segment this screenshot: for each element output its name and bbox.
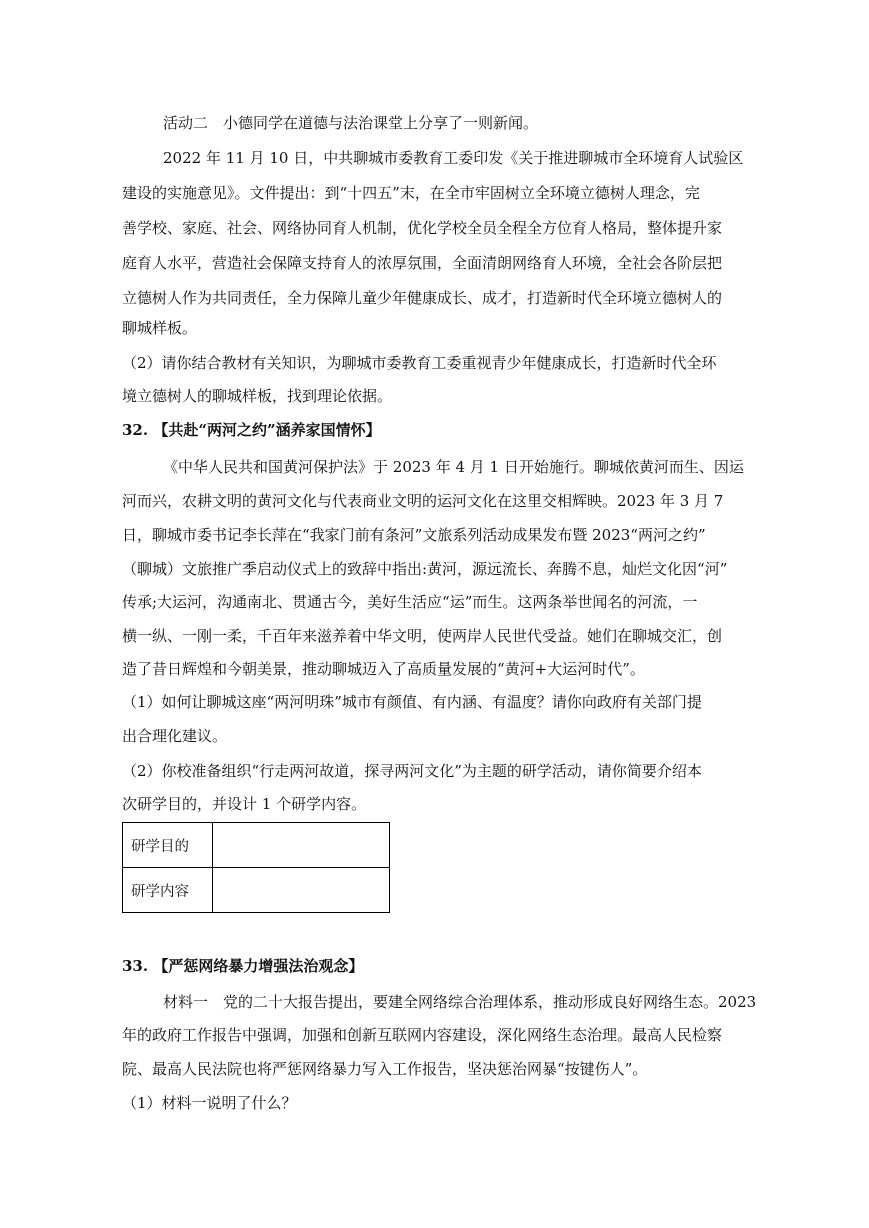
study-plan-table xyxy=(122,822,390,913)
q32-material-line: 横一纵、一刚一柔，千百年来滋养着中华文明，使两岸人民世代受益。她们在聊城交汇，创 xyxy=(122,627,723,645)
q32-question-1: 出合理化建议。 xyxy=(122,727,228,745)
activity2-question-2: 境立德树人的聊城样板，找到理论依据。 xyxy=(122,387,393,405)
study-purpose-answer-cell[interactable] xyxy=(213,823,390,868)
q33-material-line: 年的政府工作报告中强调，加强和创新互联网内容建设，深化网络生态治理。最高人民检察 xyxy=(122,1026,723,1044)
news-line: 立德树人作为共同责任，全力保障儿童少年健康成长、成才，打造新时代全环境立德树人的 xyxy=(122,289,723,307)
q32-question-2: 次研学目的，并设计 1 个研学内容。 xyxy=(122,795,367,813)
activity2-intro: 活动二 小德同学在道德与法治课堂上分享了一则新闻。 xyxy=(163,114,539,132)
q32-question-2: （2）你校准备组织“行走两河故道，探寻两河文化”为主题的研学活动，请你简要介绍本 xyxy=(122,762,702,780)
news-line: 聊城样板。 xyxy=(122,319,198,337)
q32-material-line: 河而兴，农耕文明的黄河文化与代表商业文明的运河文化在这里交相辉映。2023 年 3 月 7 xyxy=(122,492,724,510)
news-line: 建设的实施意见》。文件提出：到“十四五”末，在全市牢固树立全环境立德树人理念，完 xyxy=(122,184,700,202)
q32-heading: 32. 【共赴“两河之约”涵养家国情怀】 xyxy=(122,421,381,439)
table-row xyxy=(123,868,390,913)
q33-heading: 33. 【严惩网络暴力增强法治观念】 xyxy=(122,957,364,975)
news-line: 2022 年 11 月 10 日，中共聊城市委教育工委印发《关于推进聊城市全环境育人试验区 xyxy=(163,149,744,167)
news-line: 庭育人水平，营造社会保障支持育人的浓厚氛围，全面清朗网络育人环境，全社会各阶层把 xyxy=(122,254,723,272)
q32-material-line: 《中华人民共和国黄河保护法》于 2023 年 4 月 1 日开始施行。聊城依黄河而生、因运 xyxy=(163,458,744,476)
q32-material-line: 传承;大运河，沟通南北、贯通古今，美好生活应“运”而生。这两条举世闻名的河流，一 xyxy=(122,593,698,611)
news-line: 善学校、家庭、社会、网络协同育人机制，优化学校全员全程全方位育人格局，整体提升家 xyxy=(122,219,723,237)
study-content-answer-cell[interactable] xyxy=(213,868,390,913)
q32-material-line: 日，聊城市委书记李长萍在“我家门前有条河”文旅系列活动成果发布暨 2023“两河之约” xyxy=(122,526,706,544)
q33-material-line: 材料一 党的二十大报告提出，要建全网络综合治理体系，推动形成良好网络生态。2023 xyxy=(163,993,757,1011)
activity2-question-2: （2）请你结合教材有关知识，为聊城市委教育工委重视青少年健康成长，打造新时代全环 xyxy=(122,354,717,372)
table-row xyxy=(123,823,390,868)
q33-material-line: 院、最高人民法院也将严惩网络暴力写入工作报告，坚决惩治网暴“按键伤人”。 xyxy=(122,1060,648,1078)
q33-question-1: （1）材料一说明了什么？ xyxy=(122,1094,297,1112)
q32-material-line: （聊城）文旅推广季启动仪式上的致辞中指出:黄河，源远流长、奔腾不息，灿烂文化因“河” xyxy=(122,560,728,578)
q32-material-line: 造了昔日辉煌和今朝美景，推动聊城迈入了高质量发展的“黄河+大运河时代”。 xyxy=(122,660,645,678)
study-purpose-label: 研学目的 xyxy=(123,823,213,868)
q32-question-1: （1）如何让聊城这座“两河明珠”城市有颜值、有内涵、有温度？请你向政府有关部门提 xyxy=(122,693,702,711)
study-content-label: 研学内容 xyxy=(123,868,213,913)
